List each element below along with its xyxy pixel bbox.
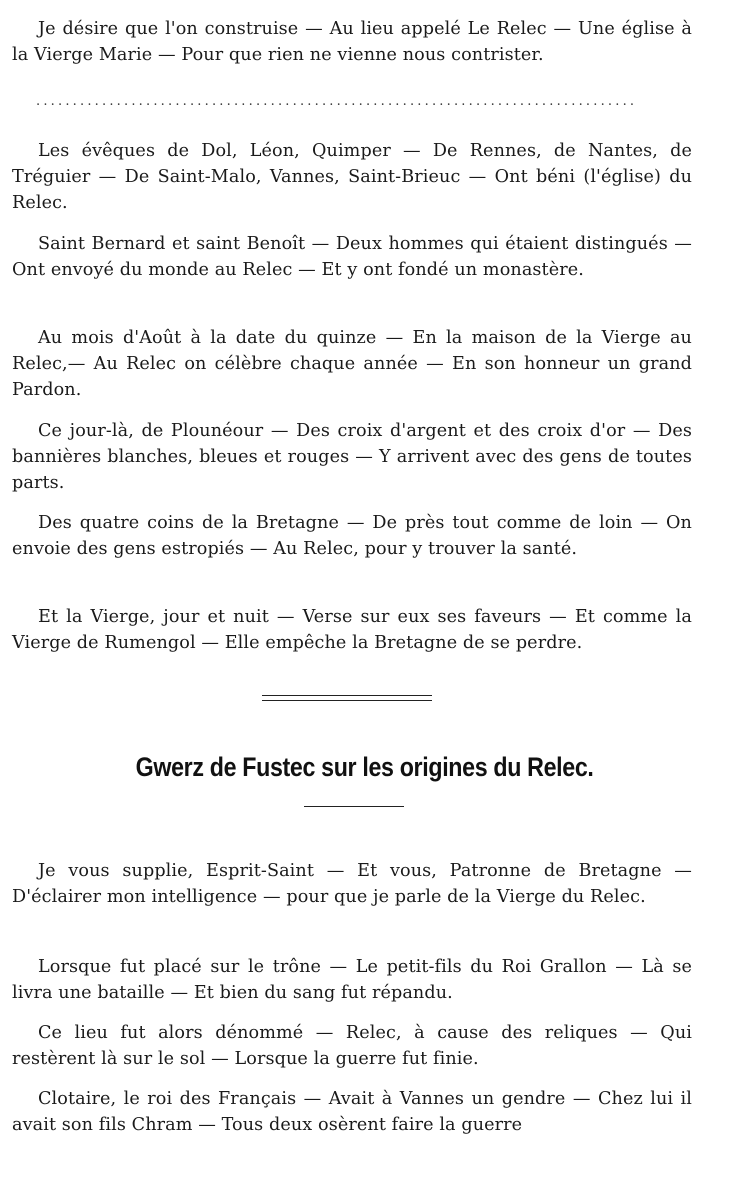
ellipsis-line: .................................................................................. xyxy=(36,94,638,109)
double-rule-bottom xyxy=(262,700,432,701)
paragraph-5: Ce jour-là, de Plounéour — Des croix d'argent et des croix d'or — Des bannières blanches, bleues et rouges — Y arrivent avec des gens de toutes parts. xyxy=(12,421,692,493)
paragraph-3: Saint Bernard et saint Benoît — Deux hommes qui étaient distingués — Ont envoyé du monde au Relec — Et y ont fondé un monastère. xyxy=(12,234,692,280)
paragraph-10: Ce lieu fut alors dénommé — Relec, à cause des reliques — Qui restèrent là sur le sol — Lorsque la guerre fut finie. xyxy=(12,1023,692,1069)
paragraph-9: Lorsque fut placé sur le trône — Le petit-fils du Roi Grallon — Là se livra une bataille — Et bien du sang fut répandu. xyxy=(12,957,692,1003)
section-title: Gwerz de Fustec sur les origines du Relec. xyxy=(135,752,594,782)
double-rule-top xyxy=(262,695,432,696)
paragraph-2: Les évêques de Dol, Léon, Quimper — De Rennes, de Nantes, de Tréguier — De Saint-Malo, Vannes, Saint-Brieuc — Ont béni (l'église) du Relec. xyxy=(12,141,692,213)
paragraph-8: Je vous supplie, Esprit-Saint — Et vous, Patronne de Bretagne — D'éclairer mon intelligence — pour que je parle de la Vierge du Relec. xyxy=(12,861,692,907)
title-underline xyxy=(304,806,404,807)
paragraph-6: Des quatre coins de la Bretagne — De près tout comme de loin — On envoie des gens estropiés — Au Relec, pour y trouver la santé. xyxy=(12,513,692,559)
paragraph-11: Clotaire, le roi des Français — Avait à Vannes un gendre — Chez lui il avait son fils Chram — Tous deux osèrent faire la guerre xyxy=(12,1089,692,1135)
paragraph-7: Et la Vierge, jour et nuit — Verse sur eux ses faveurs — Et comme la Vierge de Rumengol — Elle empêche la Bretagne de se perdre. xyxy=(12,607,692,653)
paragraph-1: Je désire que l'on construise — Au lieu appelé Le Relec — Une église à la Vierge Marie — Pour que rien ne vienne nous contrister. xyxy=(12,19,692,65)
paragraph-4: Au mois d'Août à la date du quinze — En la maison de la Vierge au Relec,— Au Relec on célèbre chaque année — En son honneur un grand Pardon. xyxy=(12,328,692,400)
